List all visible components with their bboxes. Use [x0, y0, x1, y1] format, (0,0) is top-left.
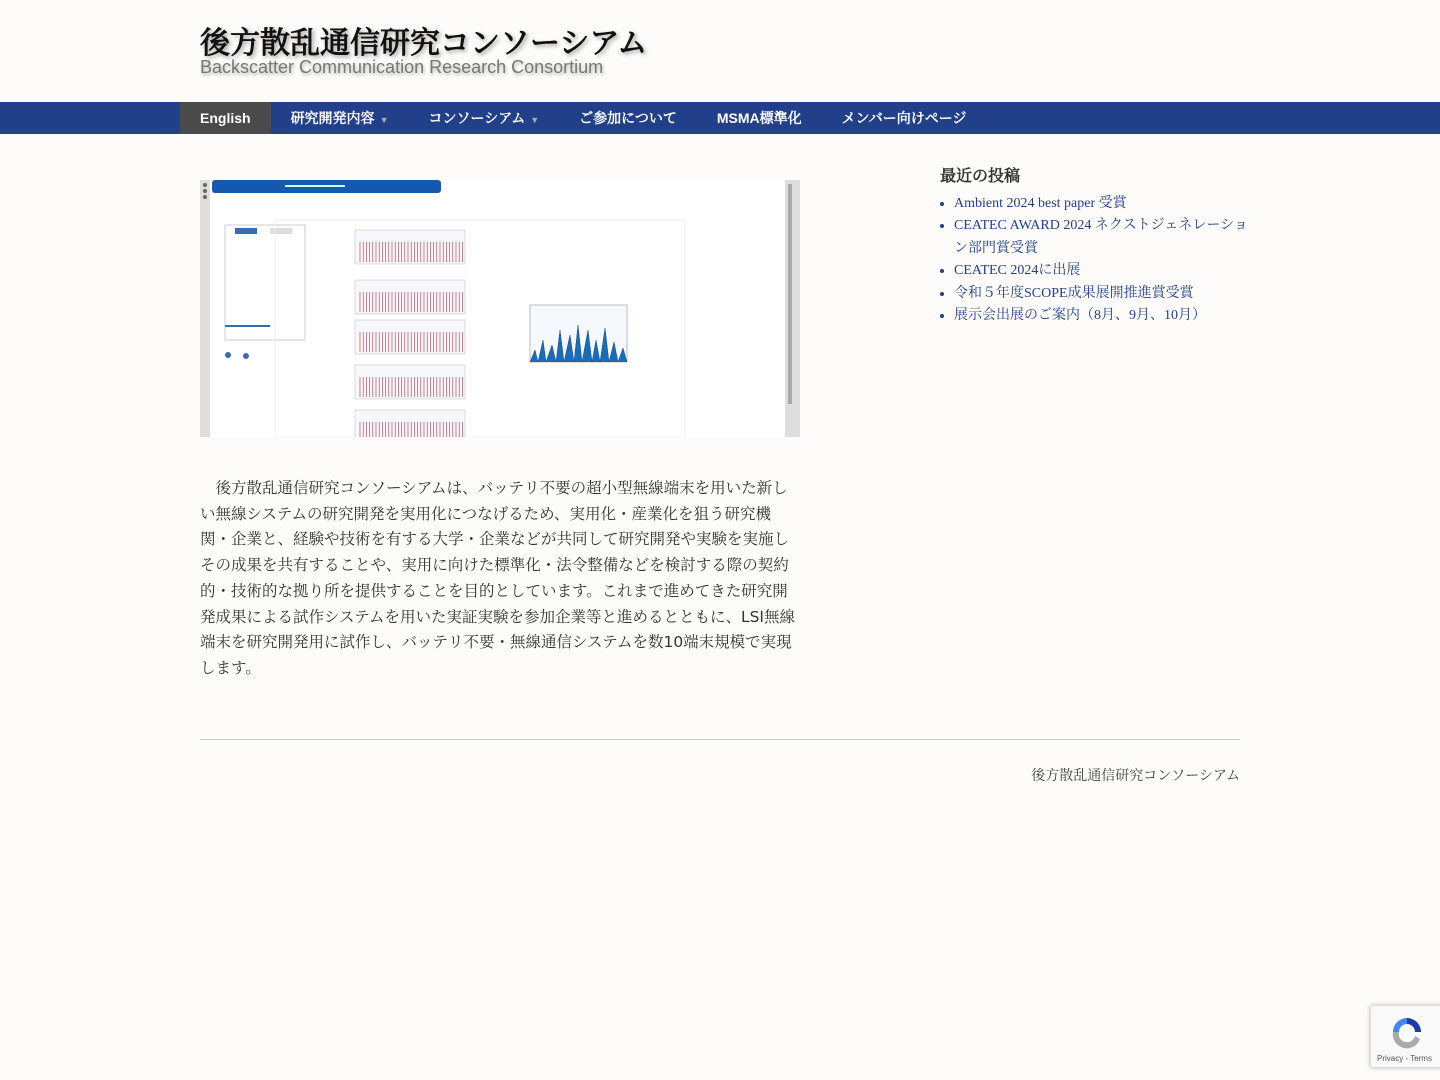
- software-screenshot-image: [200, 180, 800, 437]
- footer-divider: [200, 739, 1240, 740]
- nav-label: MSMA標準化: [716, 110, 802, 126]
- nav-item-msma[interactable]: [697, 102, 822, 134]
- post-link[interactable]: CEATEC 2024に出展: [954, 263, 1081, 279]
- post-link[interactable]: CEATEC AWARD 2024 ネクストジェネレーション部門賞受賞: [954, 218, 1248, 256]
- nav-item-consortium[interactable]: [408, 102, 559, 134]
- caret-down-icon: ▼: [379, 115, 389, 125]
- footer-site-name: 後方散乱通信研究コンソーシアム: [1031, 768, 1240, 784]
- nav-label: メンバー向けページ: [841, 110, 967, 126]
- list-item: [954, 193, 1254, 215]
- caret-down-icon: ▼: [530, 115, 540, 125]
- post-link[interactable]: Ambient 2024 best paper 受賞: [954, 196, 1127, 211]
- intro-paragraph: 後方散乱通信研究コンソーシアムは、バッテリ不要の超小型無線端末を用いた新しい無線システムの研究開発を実用化につなげるため、実用化・産業化を狙う研究機関・企業と、経験や技術を有する大学・企業などが共同して研究開発や実験を実施しその成果を共有することや、実用に向けた標準化・法令整備などを検討する際の契約的・技術的な拠り所を提供することを目的としています。これまで進めてきた研究開発成果による試作システムを用いた実証実験を参加企業等と進めるとともに、LSI無線端末を研究開発用に試作し、バッテリ不要・無線通信システムを数10端末規模で実現します。: [200, 479, 795, 677]
- recaptcha-links[interactable]: Privacy - Terms: [1377, 1054, 1432, 1063]
- site-title[interactable]: 後方散乱通信研究コンソーシアム: [200, 27, 648, 60]
- nav-item-english[interactable]: [180, 102, 271, 134]
- nav-item-join[interactable]: [559, 102, 697, 134]
- list-item: [954, 215, 1254, 260]
- recent-posts-heading: 最近の投稿: [940, 168, 1021, 185]
- nav-item-members[interactable]: [822, 102, 987, 134]
- post-link[interactable]: 令和５年度SCOPE成果展開推進賞受賞: [954, 285, 1194, 301]
- nav-item-research[interactable]: [271, 102, 409, 134]
- nav-label: 研究開発内容: [290, 110, 375, 126]
- main-navigation: [0, 102, 1440, 134]
- nav-label: ご参加について: [579, 110, 677, 126]
- nav-label: English: [200, 110, 251, 126]
- recent-posts-list: [940, 193, 1254, 327]
- post-link[interactable]: 展示会出展のご案内（8月、9月、10月）: [954, 308, 1206, 324]
- recaptcha-icon: [1387, 1012, 1427, 1052]
- site-subtitle: Backscatter Communication Research Consortium: [200, 57, 604, 77]
- list-item: [954, 283, 1254, 305]
- recaptcha-badge[interactable]: [1370, 1005, 1440, 1068]
- list-item: [954, 305, 1254, 327]
- list-item: [954, 260, 1254, 282]
- nav-label: コンソーシアム: [428, 110, 526, 126]
